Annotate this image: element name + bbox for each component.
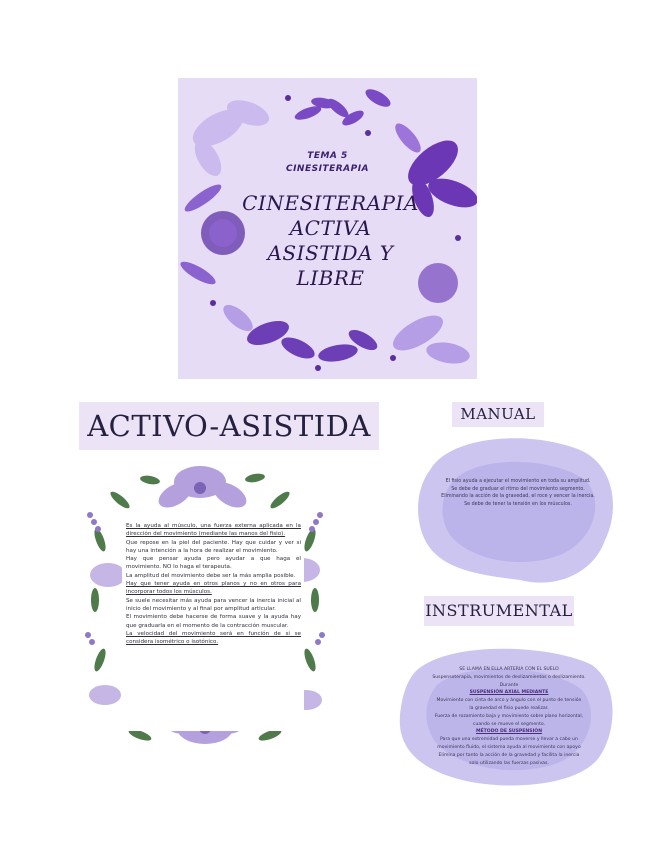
instr-subheading-2: MÉTODO DE SUSPENSIÓN — [475, 729, 543, 735]
instr-line-13: solo utilizando las fuerzas pasivas. — [469, 760, 549, 766]
cover-title-line-3: ASISTIDA Y — [267, 241, 394, 265]
instr-line-2: Suspensoterapia, movimientos de deslizamientos o deslizamiento. — [432, 674, 586, 680]
instr-line-10: Para que una extremidad pueda moverse y llevar a cabo un — [440, 737, 578, 743]
text-line-3: Hay que pensar ayuda pero ayudar a que haga el movimiento. NO lo haga el terapeuta. — [126, 556, 301, 571]
floral-frame — [80, 460, 330, 750]
instr-subheading-1: SUSPENSIÓN AXIAL MEDIANTE — [469, 690, 549, 696]
text-line-2: Que repose en la piel del paciente. Hay que cuidar y ver si hay una intención a la hora de realizar el movimiento. — [126, 539, 301, 554]
instr-line-3: Durante — [499, 682, 519, 688]
instr-line-7: Fuerza de rozamiento baja y movimiento sobre plano horizontal, — [434, 713, 584, 719]
instr-line-6: la gravedad el fisio puede realizar. — [469, 705, 549, 711]
tema-label: TEMA 5 — [307, 151, 348, 161]
tema-subtitle: CINESITERAPIA — [285, 164, 370, 174]
manual-line-1: El fisio ayuda a ejecutar el movimiento en toda su amplitud. — [445, 479, 591, 484]
manual-line-4: Se debe de tener la tensión en los músculos. — [464, 501, 572, 507]
cover-title-line-1: CINESITERAPIA — [242, 191, 419, 215]
manual-line-3: Eliminando la acción de la gravedad, el roce y vencer la inercia. — [441, 494, 595, 500]
cover-card — [178, 78, 477, 379]
text-line-6: Se suele necesitar más ayuda para vencer la inercia inicial al inicio del movimiento y al final por amplitud articular. — [126, 597, 301, 612]
watercolor-blob-illustration — [410, 430, 620, 590]
activo-asistida-text — [122, 516, 304, 731]
cover-title-line-2: ACTIVA — [289, 216, 372, 240]
text-line-7: El movimiento debe hacerse de forma suave y la ayuda hay que graduarla en el momento de la contracción muscular. — [126, 614, 301, 629]
instrumental-heading: INSTRUMENTAL — [424, 596, 574, 626]
text-line-8: La velocidad del movimiento será en función de si se considera isométrico o isotónico. — [126, 630, 301, 646]
text-line-1: Es la ayuda al músculo, una fuerza externa aplicada en la dirección del movimiento (mediante las manos del fisio). — [126, 523, 301, 538]
manual-text — [424, 478, 612, 508]
text-line-5: Hay que tener ayuda en otros planos y no en otros para incorporar todos los músculos. — [126, 581, 301, 596]
activo-asistida-heading: ACTIVO-ASISTIDA — [79, 402, 379, 450]
manual-heading: MANUAL — [452, 402, 544, 427]
cover-title — [238, 191, 423, 291]
manual-line-2: Se debe de graduar el ritmo del movimiento segmento. — [451, 486, 585, 492]
text-line-4: La amplitud del movimiento debe ser la más amplia posible. — [126, 572, 296, 579]
instr-line-12: Elimina por tanto la acción de la gravedad y facilita la inercia — [438, 752, 580, 758]
instr-line-5: Movimiento con cinta de arco y ángulo con el punto de tensión — [436, 698, 582, 704]
instrumental-text — [424, 666, 594, 767]
instr-line-1: SE LLAMA EN ELLA ARTERIA CON EL SUELO — [459, 667, 559, 672]
instr-line-8: cuando se mueve el segmento. — [472, 721, 546, 727]
instr-line-11: movimiento fluido, el sistema ayuda al movimiento con apoyo — [437, 744, 581, 750]
cover-title-line-4: LIBRE — [296, 266, 365, 290]
